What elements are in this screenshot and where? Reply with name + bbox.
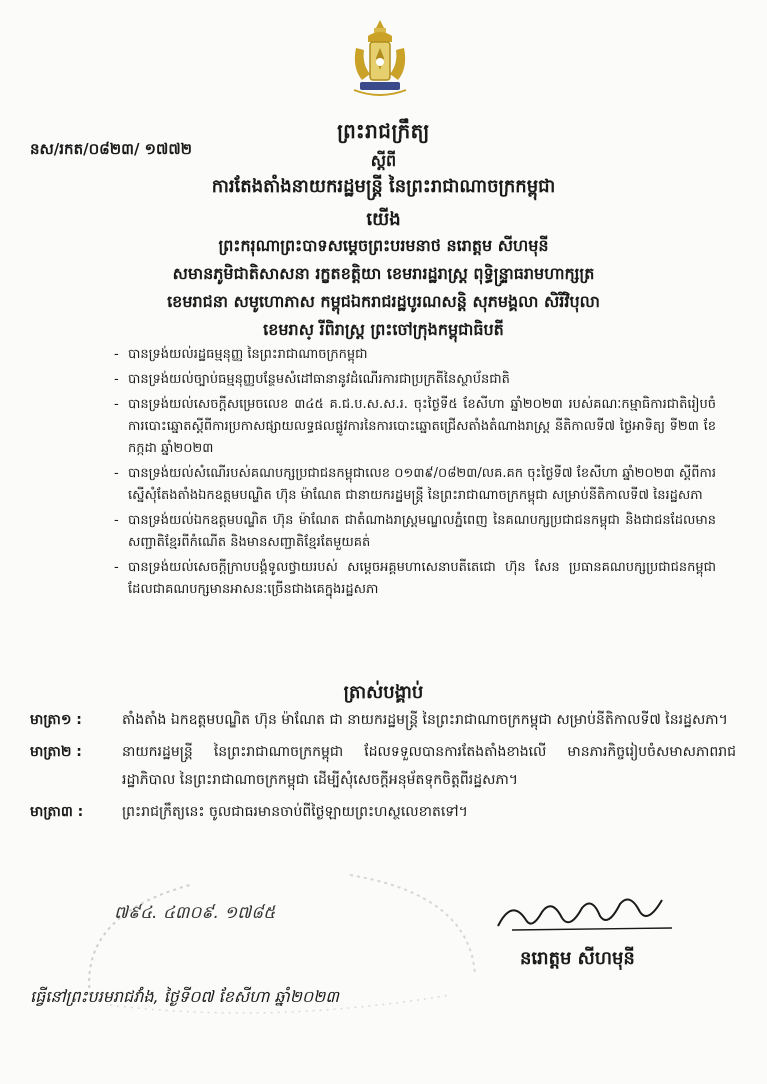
article-1	[30, 706, 736, 734]
considerations-list	[112, 344, 716, 604]
seal-number: ៧៩៤. ៤៣០៩. ១៧៨៥	[114, 903, 276, 923]
article-text: ព្រះរាជក្រឹត្យនេះ ចូលជាធរមានចាប់ពីថ្ងៃឡាយព្រះហស្ថលេខាតទៅ។	[122, 804, 468, 820]
consideration-item: - បានទ្រង់យល់រដ្ឋធម្មនុញ្ញ នៃព្រះរាជាណាចក្រកម្ពុជា	[112, 344, 716, 366]
royal-arms-emblem-icon	[348, 18, 412, 100]
article-3	[30, 798, 736, 826]
article-2	[30, 738, 736, 794]
king-title-line: ខេមរាជនា សមូហោភាស កម្ពុជឯករាជរដ្ឋបូរណសន្តិ សុភមង្គលា សិរីវិបុលា	[167, 292, 600, 311]
consideration-item: - បានទ្រង់យល់សេចក្ដីក្រាបបង្គំទូលថ្វាយរបស់ សម្ដេចអគ្គមហាសេនាបតីតេជោ ហ៊ុន សែន ប្រធានគណបក្សប្រជាជនកម្ពុជា ដែលជាគណបក្សមានអាសនៈច្រើនជាងគេក្នុងរដ្ឋសភា	[112, 557, 716, 601]
signatory-name: នរោត្តម សីហមុនី	[520, 948, 635, 969]
royal-signature	[492, 890, 682, 936]
article-label: មាត្រា៣ :	[30, 804, 84, 820]
decree-heading: ត្រាស់បង្គាប់	[343, 682, 424, 703]
decree-subject: ការតែងតាំងនាយករដ្ឋមន្ត្រី នៃព្រះរាជាណាចក្រកម្ពុជា	[211, 176, 556, 197]
articles	[30, 706, 736, 830]
article-text: តាំងតាំង ឯកឧត្តមបណ្ឌិត ហ៊ុន ម៉ាណែត ជា នាយករដ្ឋមន្ត្រី នៃព្រះរាជាណាចក្រកម្ពុជា សម្រាប់នីតិកាលទី៧ នៃរដ្ឋសភា។	[122, 712, 728, 728]
decree-title: ព្រះរាជក្រឹត្យ	[337, 119, 430, 143]
consideration-item: - បានទ្រង់យល់ច្បាប់ធម្មនុញ្ញបន្ថែមសំដៅធានានូវដំណើរការជាប្រក្រតីនៃស្ថាប័នជាតិ	[112, 369, 716, 391]
consideration-item: - បានទ្រង់យល់ឯកឧត្តមបណ្ឌិត ហ៊ុន ម៉ាណែត ជាតំណាងរាស្ដ្រមណ្ឌលភ្នំពេញ នៃគណបក្សប្រជាជនកម្ពុជា និងជាជនដែលមានសញ្ជាតិខ្មែរពីកំណើត និងមានសញ្ជាតិខ្មែរតែមួយគត់	[112, 510, 716, 554]
king-title-line: សមានភូមិជាតិសាសនា រក្ខតខត្តិយា ខេមរារដ្ឋរាស្ដ្រ ពុទ្ធិន្ទ្រាធរាមហាក្សត្រ	[172, 264, 595, 283]
place-and-date: ធ្វើនៅព្រះបរមរាជវាំង, ថ្ងៃទី០៧ ខែសីហា ឆ្នាំ២០២៣	[30, 987, 339, 1006]
document-number: នស/រកត/០៨២៣/ ១៧៧២	[30, 140, 192, 158]
consideration-item: - បានទ្រង់យល់សំណើរបស់គណបក្សប្រជាជនកម្ពុជាលេខ ០១៣៩/០៨២៣/លគ.គក ចុះថ្ងៃទី៧ ខែសីហា ឆ្នាំ២០២៣ ស្ដីពីការស្នើសុំតែងតាំងឯកឧត្តមបណ្ឌិត ហ៊ុន ម៉ាណែត ជានាយករដ្ឋមន្ត្រី នៃព្រះរាជាណាចក្រកម្ពុជា សម្រាប់នីតិកាលទី៧ នៃរដ្ឋសភា	[112, 463, 716, 507]
article-text: នាយករដ្ឋមន្ត្រី នៃព្រះរាជាណាចក្រកម្ពុជា ដែលទទួលបានការតែងតាំងខាងលើ មានភារកិច្ចរៀបចំសមាសភាពរាជរដ្ឋាភិបាល នៃព្រះរាជាណាចក្រកម្ពុជា ដើម្បីសុំសេចក្ដីអនុម័តទុកចិត្តពីរដ្ឋសភា។	[122, 744, 736, 788]
king-title-line: ខេមរាស្ រីពិរាស្ដ្រ ព្រះចៅក្រុងកម្ពុជាធិបតី	[263, 320, 504, 339]
consideration-item: - បានទ្រង់យល់សេចក្ដីសម្រេចលេខ ៣៤៥ គ.ជ.ប.ស.ស.រ. ចុះថ្ងៃទី៥ ខែសីហា ឆ្នាំ២០២៣ របស់គណៈកម្មាធិការជាតិរៀបចំការបោះឆ្នោតស្ដីពីការប្រកាសផ្សាយលទ្ធផលផ្លូវការនៃការបោះឆ្នោតជ្រើសតាំងតំណាងរាស្ដ្រ នីតិកាលទី៧ ថ្ងៃអាទិត្យ ទី២៣ ខែកក្កដា ឆ្នាំ២០២៣	[112, 394, 716, 460]
royal-we: យើង	[366, 209, 401, 230]
article-label: មាត្រា១ :	[30, 712, 82, 728]
king-title-line: ព្រះករុណាព្រះបាទសម្ដេចព្រះបរមនាថ នរោត្តម សីហមុនី	[218, 236, 549, 255]
article-label: មាត្រា២ :	[30, 744, 82, 760]
subject-label: ស្ដីពី	[370, 151, 397, 170]
